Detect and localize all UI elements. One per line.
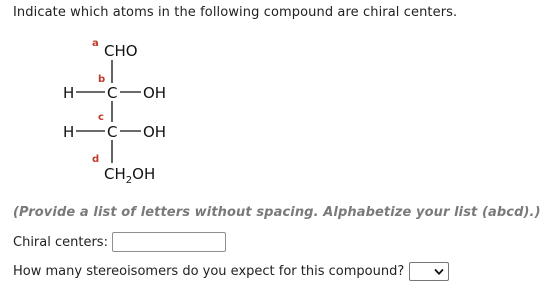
row1-right-oh: OH (143, 84, 167, 102)
atom-label-c: c (98, 112, 104, 123)
atom-label-a: a (92, 38, 99, 49)
atom-label-b: b (98, 74, 106, 85)
chiral-centers-row (13, 232, 226, 252)
top-group-cho: CHO (104, 42, 138, 60)
row2-left-h: H (63, 123, 75, 141)
stereoisomers-label: How many stereoisomers do you expect for this compound? (13, 264, 405, 279)
row1-center-c: C (107, 84, 118, 102)
answer-instructions: (Provide a list of letters without spacing. Alphabetize your list (abcd).) (13, 205, 541, 220)
chevron-down-icon (434, 267, 444, 277)
row1-left-h: H (63, 84, 75, 102)
bottom-group-ch2oh (104, 165, 155, 186)
stereoisomers-row (13, 262, 449, 281)
bottom-group-main: CH (104, 165, 126, 183)
chiral-centers-label: Chiral centers: (13, 234, 108, 250)
atom-label-d: d (92, 154, 100, 165)
row2-right-oh: OH (143, 123, 167, 141)
question-text: Indicate which atoms in the following compound are chiral centers. (13, 5, 458, 20)
bottom-group-subscript: 2 (125, 175, 133, 186)
bottom-group-tail: OH (132, 165, 156, 183)
stereoisomers-select[interactable] (409, 262, 449, 281)
chiral-centers-input[interactable] (112, 232, 226, 252)
row2-center-c: C (107, 123, 118, 141)
